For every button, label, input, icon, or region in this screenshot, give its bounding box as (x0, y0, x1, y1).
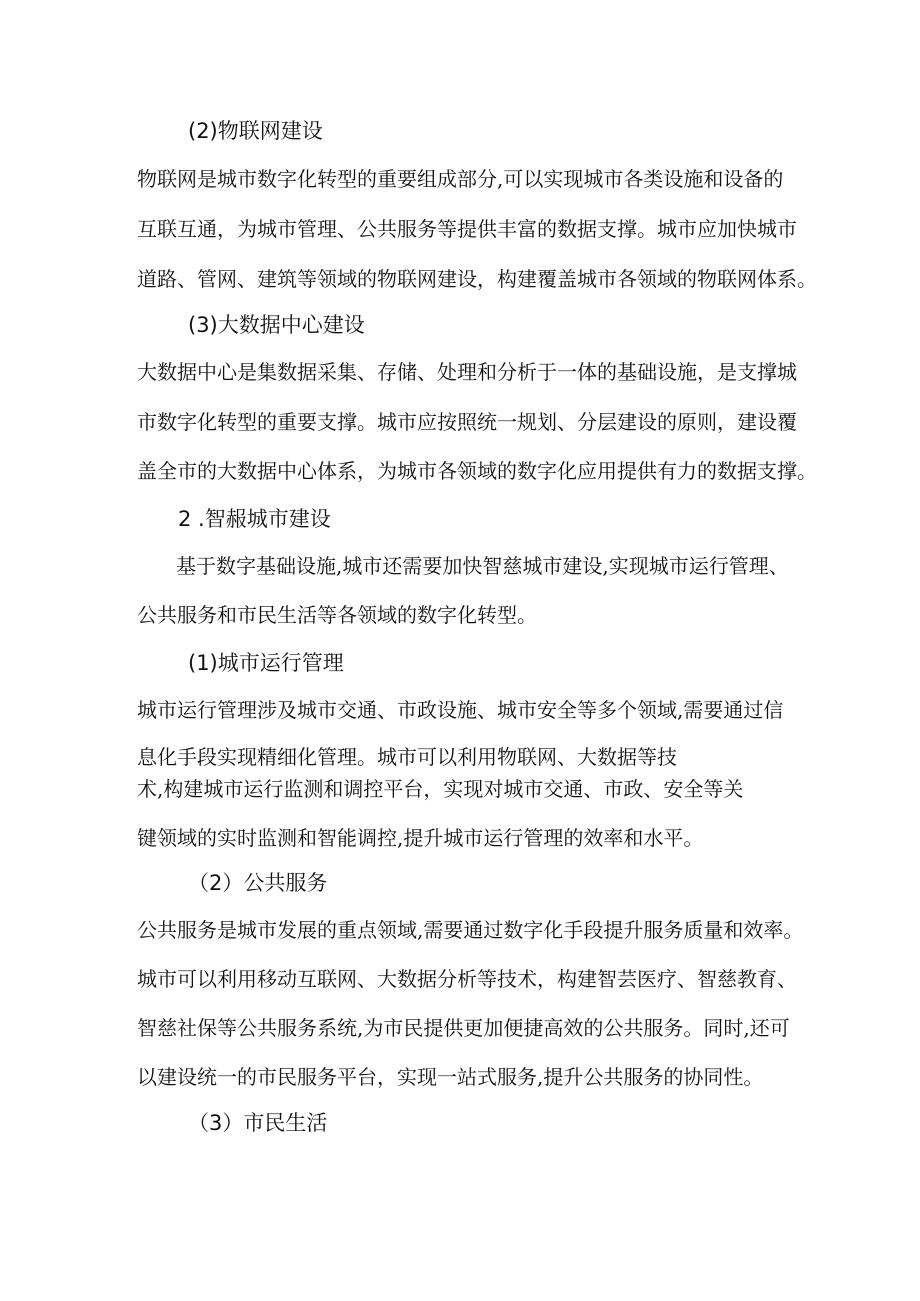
paragraph-line: 公共服务是城市发展的重点领域,需要通过数字化手段提升服务质量和效率。 (137, 918, 804, 942)
paragraph-line: 市数字化转型的重要支撑。城市应按照统一规划、分层建设的原则，建设覆 (137, 410, 797, 434)
section-heading-bigdata: (3)大数据中心建设 (188, 313, 365, 337)
section-heading-citizen-life: （3）市民生活 (188, 1111, 328, 1135)
paragraph-line: 大数据中心是集数据采集、存储、处理和分析于一体的基础设施，是支撑城 (137, 360, 797, 384)
paragraph-line: 基于数字基础设施,城市还需要加快智慈城市建设,实现城市运行管理、 (176, 554, 789, 578)
section-heading-iot: (2)物联网建设 (188, 119, 323, 143)
section-heading-public-service: （2）公共服务 (188, 871, 328, 895)
paragraph-line: 城市可以利用移动互联网、大数据分析等技术，构建智芸医疗、智慈教育、 (137, 967, 797, 991)
section-heading-smart-city: 2 .智赧城市建设 (178, 507, 331, 531)
paragraph-line: 智慈社保等公共服务系统,为市民提供更加便捷高效的公共服务。同时,还可 (137, 1016, 790, 1040)
paragraph-line: 键领域的实时监测和智能调控,提升城市运行管理的效率和水平。 (137, 826, 704, 850)
paragraph-line: 道路、管网、建筑等领域的物联网建设，构建覆盖城市各领域的物联网体系。 (137, 267, 817, 291)
paragraph-line: 物联网是城市数字化转型的重要组成部分,可以实现城市各类设施和设备的 (137, 167, 784, 191)
paragraph-line: 术,构建城市运行监测和调控平台，实现对城市交通、市政、安全等关 (137, 777, 744, 801)
paragraph-line: 互联互通，为城市管理、公共服务等提供丰富的数据支撑。城市应加快城市 (137, 217, 797, 241)
paragraph-line: 公共服务和市民生活等各领域的数字化转型。 (137, 603, 537, 627)
paragraph-line: 息化手段实现精细化管理。城市可以利用物联网、大数据等技 (137, 745, 677, 769)
paragraph-line: 盖全市的大数据中心体系，为城市各领域的数字化应用提供有力的数据支撑。 (137, 459, 817, 483)
section-heading-operation: (1)城市运行管理 (188, 651, 344, 675)
paragraph-line: 以建设统一的市民服务平台，实现一站式服务,提升公共服务的协同性。 (137, 1065, 764, 1089)
paragraph-line: 城市运行管理涉及城市交通、市政设施、城市安全等多个领域,需要通过信 (137, 698, 784, 722)
